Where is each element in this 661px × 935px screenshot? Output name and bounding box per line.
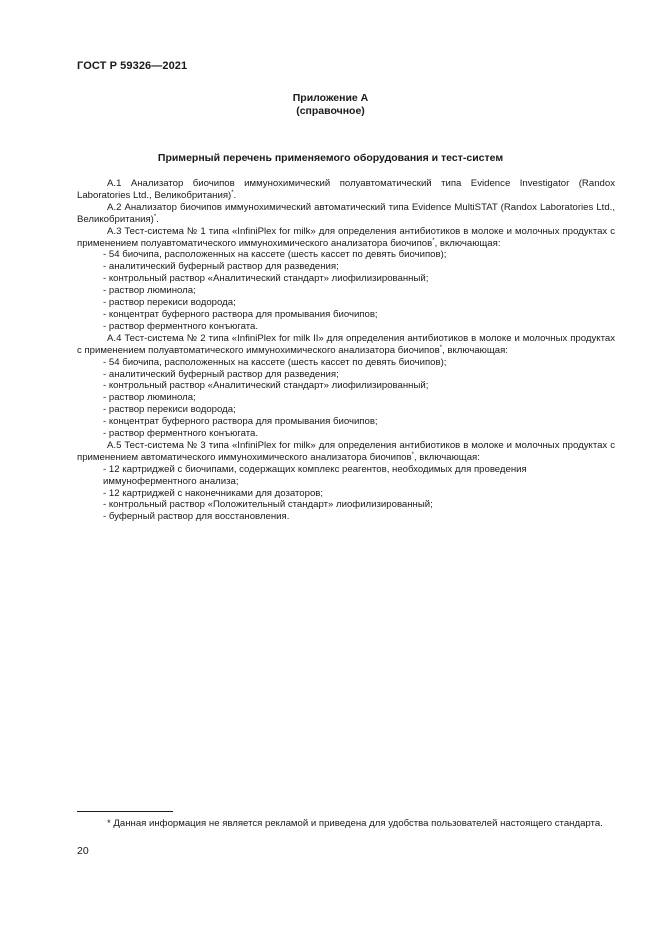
footnote-mark: * [231,189,234,196]
document-body [77,178,615,523]
appendix-title: Приложение А [292,92,369,104]
list-item: - 54 биочипа, расположенных на кассете (шесть кассет по девять биочипов); [103,249,447,261]
list-item: - раствор перекиси водорода; [103,404,236,416]
list-item: - 12 картриджей с биочипами, содержащих комплекс реагентов, необходимых для проведения иммуноферментного анализа; [103,463,527,487]
list-a3 [77,249,615,332]
list-item: - раствор ферментного конъюгата. [103,428,258,440]
footnote-mark: * [432,237,435,244]
paragraph-a2: А.2 Анализатор биочипов иммунохимический автоматический типа Evidence MultiSTAT (Randox Laboratories Ltd., Великобритания)*. [77,201,615,225]
section-title: Примерный перечень применяемого оборудования и тест-систем [157,152,504,164]
appendix-title-block [0,92,661,118]
list-item: - 12 картриджей с наконечниками для дозаторов; [103,487,324,499]
footnote: * Данная информация не является рекламой и приведена для удобства пользователей настоящего стандарта. [107,818,603,829]
list-item: - раствор люминола; [103,392,196,404]
footnote-mark: * [153,213,157,220]
page-number: 20 [77,845,89,857]
list-item: - 54 биочипа, расположенных на кассете (шесть кассет по девять биочипов); [103,356,447,368]
list-item: - раствор перекиси водорода; [103,297,236,309]
footnote-mark: * [411,451,414,458]
paragraph-a4: А.4 Тест-система № 2 типа «InfiniPlex for milk II» для определения антибиотиков в молоке и молочных продуктах с применением полуавтоматического иммунохимического анализатора биочипов*, включающая: [77,332,615,356]
list-item: - концентрат буферного раствора для промывания биочипов; [103,308,378,320]
list-item: - буферный раствор для восстановления. [103,511,290,523]
list-item: - концентрат буферного раствора для промывания биочипов; [103,416,378,428]
list-a4 [77,357,615,440]
appendix-subtitle: (справочное) [296,105,365,117]
list-item: - раствор люминола; [103,285,196,297]
list-item: - контрольный раствор «Аналитический стандарт» лиофилизированный; [103,273,429,285]
list-item: - раствор ферментного конъюгата. [103,320,258,332]
paragraph-a3: А.3 Тест-система № 1 типа «InfiniPlex for milk» для определения антибиотиков в молоке и молочных продуктах с применением полуавтоматического иммунохимического анализатора биочипов*, включающая: [77,225,615,249]
list-item: - аналитический буферный раствор для разведения; [103,261,339,273]
list-item: - аналитический буферный раствор для разведения; [103,368,339,380]
footnote-mark: * [439,344,443,351]
list-item: - контрольный раствор «Положительный стандарт» лиофилизированный; [103,499,433,511]
list-item: - контрольный раствор «Аналитический стандарт» лиофилизированный; [103,380,429,392]
footnote-divider [77,811,173,812]
list-a5 [77,464,615,524]
paragraph-a5: А.5 Тест-система № 3 типа «InfiniPlex for milk» для определения антибиотиков в молоке и молочных продуктах с применением автоматического иммунохимического анализатора биочипов*, включающая: [77,439,615,463]
standard-header: ГОСТ Р 59326—2021 [77,60,188,72]
paragraph-a1: А.1 Анализатор биочипов иммунохимический полуавтоматический типа Evidence Investigator (Randox Laboratories Ltd., Великобритания)*. [77,178,615,201]
